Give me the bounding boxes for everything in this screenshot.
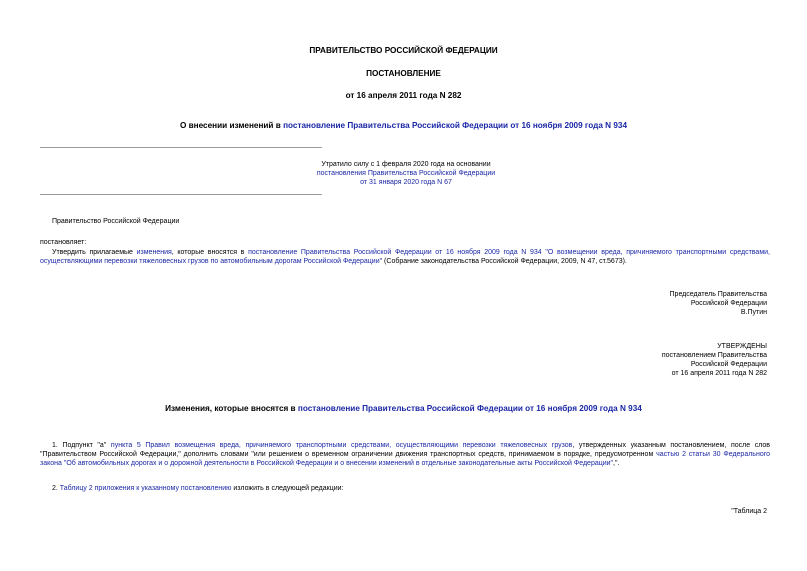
signature-country: Российской Федерации xyxy=(690,300,767,308)
signature-name: В.Путин xyxy=(740,309,767,317)
decrees-word: постановляет: xyxy=(40,239,87,246)
changes-title xyxy=(0,404,807,415)
status-note-text: Утратило силу с 1 февраля 2020 года на основании xyxy=(321,161,491,168)
table-label: "Таблица 2 xyxy=(731,508,767,515)
change-item-2: 2. Таблицу 2 приложения к указанному постановлению изложить в следующей редакции: xyxy=(52,485,344,492)
signature-block xyxy=(670,290,767,317)
approved-date: от 16 апреля 2011 года N 282 xyxy=(671,370,767,378)
status-note xyxy=(236,160,576,187)
link-changes[interactable]: изменения xyxy=(136,249,172,256)
link-federal-law-art-30[interactable]: частью 2 статьи 30 Федерального закона "Об автомобильных дорогах и о дорожной деятельности в Российской Федерации и о внесении изменений в отдельные законодательные акты Российской Федерации" xyxy=(40,451,770,468)
status-note-link-2[interactable]: от 31 января 2020 года N 67 xyxy=(360,179,452,187)
change-item-1: 1. Подпункт "а" пункта 5 Правил возмещения вреда, причиняемого транспортными средствами, осуществляющими перевозки тяжеловесных грузов, утвержденных указанным постановлением, после слов "Правительством Российской Федерации," дополнить словами "или решением о временном ограничении движения транспортных средств, принимаемом в порядке, предусмотренном частью 2 статьи 30 Федерального закона "Об автомобильных дорогах и о дорожной деятельности в Российской Федерации и о внесении изменений в отдельные законодательные акты Российской Федерации",". xyxy=(40,442,770,468)
status-note-link-1[interactable]: постановления Правительства Российской Федерации xyxy=(316,170,496,178)
signature-position: Председатель Правительства xyxy=(669,291,767,298)
document-type-heading: ПОСТАНОВЛЕНИЕ xyxy=(366,69,441,78)
approved-label: УТВЕРЖДЕНЫ xyxy=(717,343,767,350)
approved-by: постановлением Правительства xyxy=(661,352,767,360)
link-decree-934[interactable]: постановление Правительства Российской Федерации от 16 ноября 2009 года N 934 "О возмещении вреда, причиняемого транспортными средствами, осуществляющими перевозки тяжеловесных грузов по автомобильным дорогам Российской Федерации" xyxy=(40,249,770,266)
changes-title-link[interactable]: постановление Правительства Российской Федерации от 16 ноября 2009 года N 934 xyxy=(297,404,642,413)
document-title-link[interactable]: постановление Правительства Российской Федерации от 16 ноября 2009 года N 934 xyxy=(283,121,627,130)
government-heading: ПРАВИТЕЛЬСТВО РОССИЙСКОЙ ФЕДЕРАЦИИ xyxy=(309,46,498,55)
paragraph-approve: Утвердить прилагаемые изменения, которые вносятся в постановление Правительства Российской Федерации от 16 ноября 2009 года N 934 "О возмещении вреда, причиняемого транспортными средствами, осуществляющими перевозки тяжеловесных грузов по автомобильным дорогам Российской Федерации" (Собрание законодательства Российской Федерации, 2009, N 47, ст.5673). xyxy=(40,249,770,266)
document-title xyxy=(0,121,807,132)
link-rules-point-5[interactable]: пункта 5 Правил возмещения вреда, причиняемого транспортными средствами, осуществляющими перевозки тяжеловесных грузов xyxy=(110,442,573,449)
changes-title-prefix: Изменения, которые вносятся в xyxy=(165,404,298,413)
divider-top xyxy=(40,147,322,148)
approved-block xyxy=(662,342,767,378)
document-date-number: от 16 апреля 2011 года N 282 xyxy=(345,91,462,100)
government-line: Правительство Российской Федерации xyxy=(52,218,180,225)
document-title-prefix: О внесении изменений в xyxy=(179,121,284,130)
divider-bottom xyxy=(40,194,322,195)
approved-country: Российской Федерации xyxy=(690,361,767,369)
link-table-2[interactable]: Таблицу 2 приложения к указанному постановлению xyxy=(59,485,232,492)
